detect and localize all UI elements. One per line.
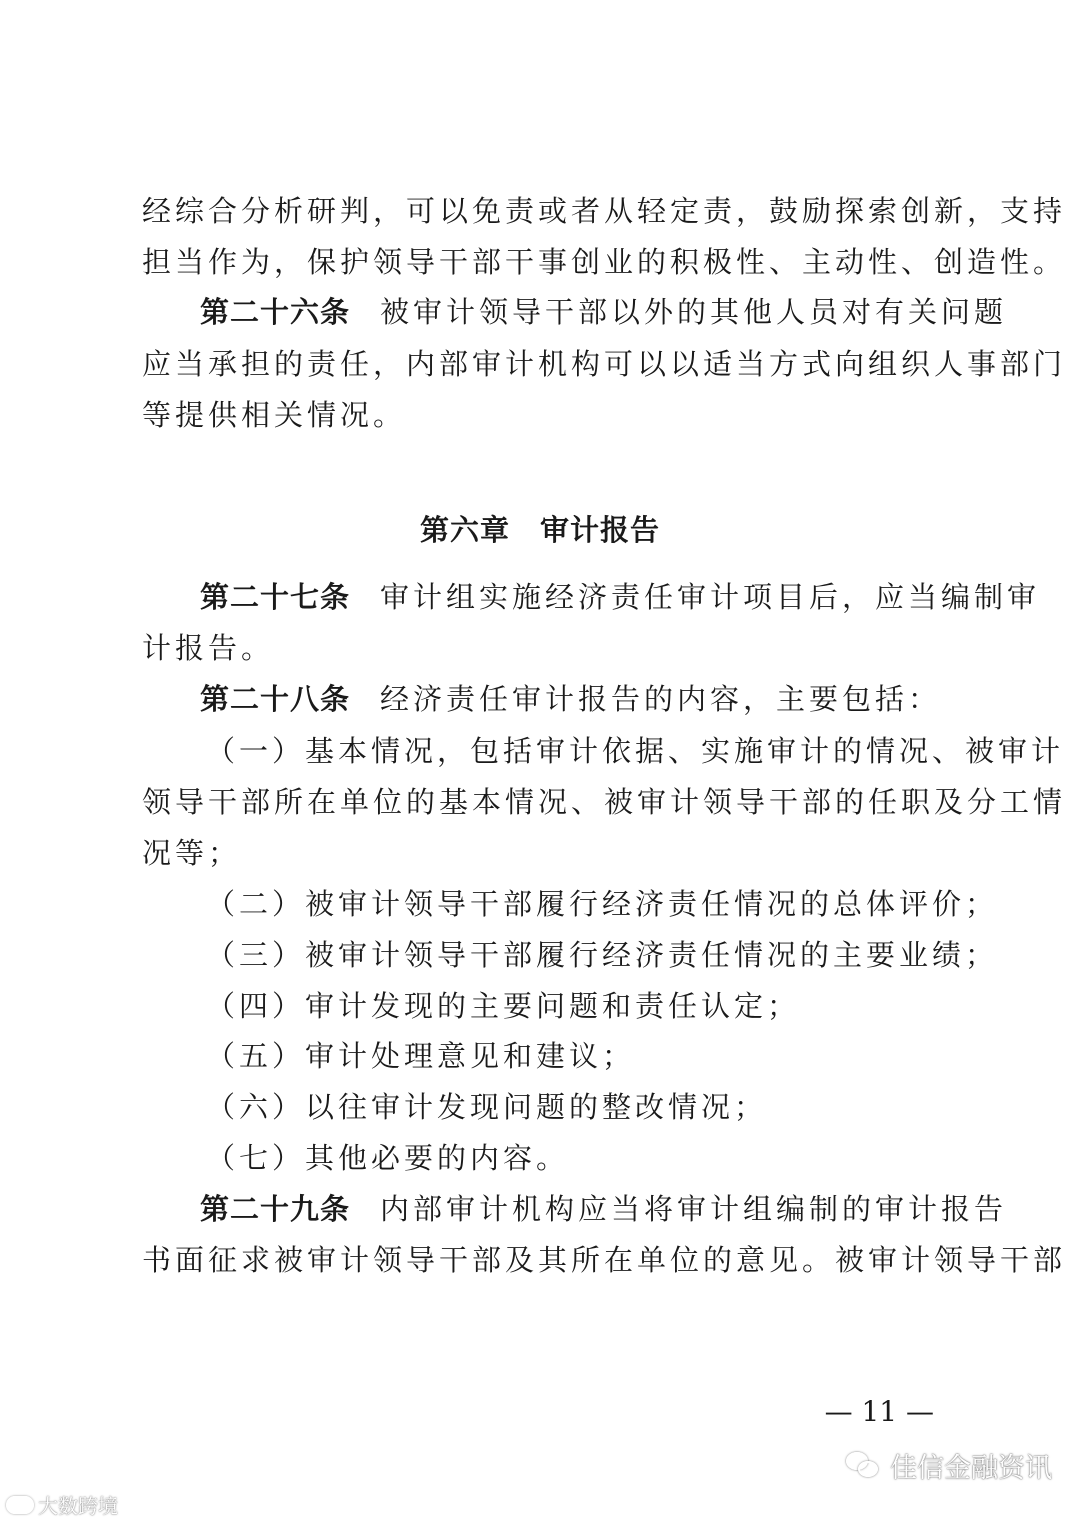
watermark-left [6,1490,118,1519]
article-heading: 第二十八条 [200,682,351,716]
paragraph-line: 领导干部所在单位的基本情况、被审计领导干部的任职及分工情 [142,785,1067,819]
article-27-first-line [200,577,1041,617]
watermark-left-text: 大数跨境 [38,1494,118,1518]
article-heading: 第二十六条 [200,295,351,329]
article-26-first-line [200,292,1008,332]
article-text: 审计组实施经济责任审计项目后，应当编制审 [380,580,1041,614]
list-item: （一）基本情况，包括审计依据、实施审计的情况、被审计 [206,734,1065,768]
chapter-number: 第六章 [419,513,510,547]
article-text: 被审计领导干部以外的其他人员对有关问题 [380,295,1008,329]
watermark-right-text: 佳信金融资讯 [890,1453,1052,1484]
paragraph-line: 经综合分析研判，可以免责或者从轻定责，鼓励探索创新，支持 [142,194,1067,228]
wechat-icon [846,1452,880,1480]
article-28-first-line [200,679,942,719]
article-text: 经济责任审计报告的内容，主要包括： [380,682,942,716]
article-heading: 第二十九条 [200,1192,351,1226]
paragraph-line: 等提供相关情况。 [142,398,407,432]
chapter-title: 审计报告 [540,513,661,547]
logo-icon [6,1496,34,1514]
paragraph-line: 计报告。 [142,631,275,665]
paragraph-line: 况等； [142,836,242,870]
list-item: （二）被审计领导干部履行经济责任情况的总体评价； [206,887,999,921]
paragraph-line: 担当作为，保护领导干部干事创业的积极性、主动性、创造性。 [142,245,1067,279]
list-item: （四）审计发现的主要问题和责任认定； [206,989,801,1023]
paragraph-line: 书面征求被审计领导干部及其所在单位的意见。被审计领导干部 [142,1243,1067,1277]
chapter-heading [0,510,1080,550]
list-item: （七）其他必要的内容。 [206,1141,570,1175]
article-heading: 第二十七条 [200,580,351,614]
list-item: （三）被审计领导干部履行经济责任情况的主要业绩； [206,938,999,972]
list-item: （六）以往审计发现问题的整改情况； [206,1090,768,1124]
page-number: — 11 — [824,1395,934,1428]
list-item: （五）审计处理意见和建议； [206,1039,636,1073]
article-text: 内部审计机构应当将审计组编制的审计报告 [380,1192,1008,1226]
article-29-first-line [200,1189,1008,1229]
paragraph-line: 应当承担的责任，内部审计机构可以以适当方式向组织人事部门 [142,347,1067,381]
watermark-right [846,1446,1052,1485]
